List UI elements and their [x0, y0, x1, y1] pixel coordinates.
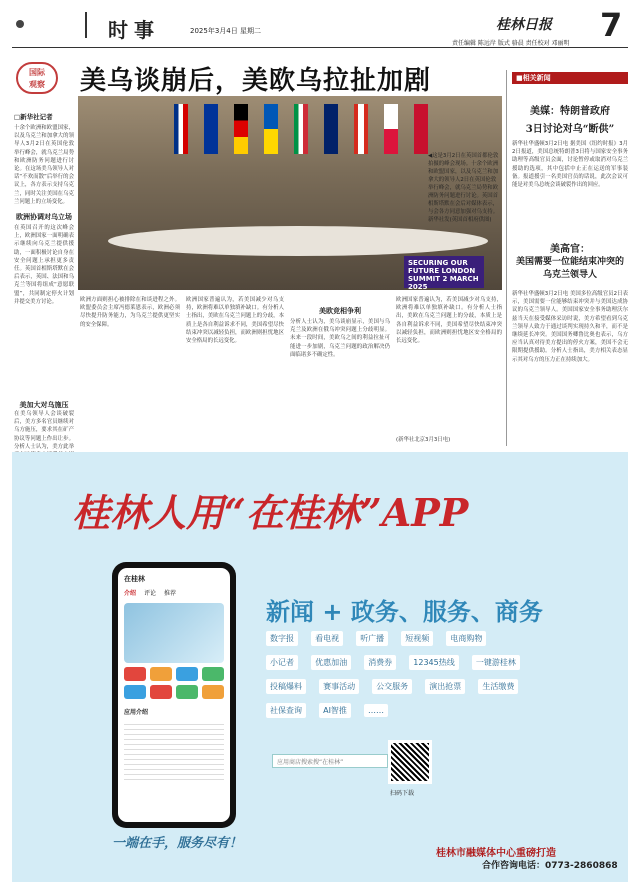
summit-banner: SECURING OUR FUTURE LONDON SUMMIT 2 MARCH 2025: [404, 256, 484, 288]
related-title: 美国需要一位能结束冲突的乌克兰领导人: [515, 257, 624, 280]
phone-intro-text: [124, 720, 224, 780]
conference-table: [108, 226, 488, 256]
page-number: 7: [600, 6, 623, 44]
feature-tag: 生活缴费: [478, 679, 518, 694]
related-title: 3日讨论对乌“断供”: [525, 124, 615, 135]
qr-label: 扫码下载: [390, 790, 415, 797]
feature-tags: [262, 626, 532, 722]
section-name: 时事: [108, 18, 160, 42]
feature-tag: 听广播: [356, 631, 388, 646]
feature-tag: 数字报: [266, 631, 298, 646]
newspaper-logo: 桂林日报: [496, 17, 552, 33]
article-credit: (新华社北京3月3日电): [396, 437, 451, 443]
feature-tag: 一键游桂林: [472, 655, 520, 670]
feature-tag: ……: [364, 704, 388, 717]
ad-slogan: 新闻 + 政务、服务、商务: [266, 598, 543, 626]
feature-tag: 公交服务: [372, 679, 412, 694]
ad-title: 桂林人用“在桂林”APP: [72, 490, 469, 535]
phone-intro-title: 应用介绍: [124, 709, 149, 716]
phone-tab[interactable]: 介绍: [124, 590, 137, 597]
feature-tag: 演出抢票: [425, 679, 465, 694]
app-advertisement: [12, 452, 628, 882]
feature-tag: 消费券: [364, 655, 396, 670]
issue-date: 2025年3月4日 星期二: [190, 27, 261, 35]
editors-line: 责任编辑 陈远岸 版式 骆晨 责任校对 邓丽明: [452, 40, 570, 47]
article-paragraph: 在英国召开的这次峰会上，欧洲国家一面明确表示继续向乌克兰提供援助，一面积极讨论自身在安全问题上承担更多责任。英国首相斯塔默在会后表示，英国、法国和乌克兰等国将组成“意愿联盟”，共同制定停火计划并提交美方讨论。: [14, 225, 74, 305]
article-subhead: 欧洲协调对乌立场: [16, 213, 72, 221]
phone-tabs: [118, 586, 230, 599]
page-header: [0, 0, 640, 46]
article-paragraph: 分析人士认为，美乌谈崩显示，美国与乌克兰及欧洲在俄乌冲突问题上分歧明显。未来一段时间，美欧乌之间的利益拉扯可能进一步加剧，乌克兰问题的政治解决仍面临诸多不确定性。: [290, 319, 390, 358]
feature-tag: 看电视: [311, 631, 343, 646]
column-divider: [506, 70, 507, 446]
article-subhead: 美欧竞相争利: [319, 307, 361, 315]
badge-line-1: 国际: [29, 68, 45, 77]
feature-tag: 社保查询: [266, 703, 306, 718]
header-divider: [85, 12, 87, 38]
phone-icon-grid: [124, 667, 224, 699]
related-kicker: 美媒：特朗普政府: [530, 106, 610, 117]
related-body: 新华社华盛顿3月2日电 美国多位高级官员2日表示，美国需要一位能够结束冲突并与美国达成协议的乌克兰领导人。美国国家安全事务助理沃尔兹当天在接受媒体采访时说，美方希望看到乌克兰领导人致力于通过谈判实现持久和平，而不是继续延长冲突。美国国务卿鲁比奥也表示，乌方应当认真对待美方提出的停火方案，美国不会无限期提供援助。分析人士指出，美方相关表态显示其对乌方的压力正在持续加大。: [512, 291, 628, 363]
phone-mockup: [112, 562, 236, 828]
app-store-search-box: 应用商店搜索搜“在桂林”: [272, 754, 388, 768]
feature-tag: 小记者: [266, 655, 298, 670]
article-paragraph: 在美乌领导人会谈破裂后，美方多名官员继续对乌方施压，要求其在矿产协议等问题上作出让步。分析人士认为，美方此举: [14, 411, 74, 450]
feature-tag: 优惠加油: [311, 655, 351, 670]
qr-code: [388, 740, 432, 784]
article-subhead: 美加大对乌施压: [19, 401, 69, 409]
feature-tag: 12345热线: [409, 655, 458, 670]
article-paragraph: 欧洲国家普遍认为，若美国减少对乌支持，欧洲将难以单独填补缺口。有分析人士指出，美欧在乌克兰问题上的分歧，本质上是各自利益诉求不同，美国希望尽快结束冲突以减轻负担，而欧洲则担忧地区安全格局的长远变化。: [186, 297, 284, 345]
header-rule: [12, 47, 628, 48]
badge-line-2: 观察: [29, 80, 45, 89]
phone-tab[interactable]: 评论: [144, 590, 157, 597]
article-paragraph: 欧洲方面则担心被排除在和谈进程之外。欧盟委员会主席冯德莱恩表示，欧洲必须尽快提升防务能力，为乌克兰提供更坚实的安全保障。: [80, 297, 180, 328]
phone-tab[interactable]: 推荐: [164, 590, 177, 597]
phone-app-header: 在桂林: [124, 575, 145, 583]
feature-tag: 短视频: [401, 631, 433, 646]
feature-tag: 电商购物: [446, 631, 486, 646]
ad-slogan-secondary: 一端在手，服务尽有！: [112, 836, 243, 851]
related-body: 新华社华盛顿3月2日电 据美国《纽约时报》3月2日报道，美国总统特朗普3日将与国家安全事务助理等高级官员会面，讨论暂停或取消对乌克兰援助的选项，其中包括中止正在运送的军事装备。报道援引一名美国官员的话说，此次会议可能是对美乌总统会谈破裂作出的回应。: [512, 141, 628, 189]
phone-banner-image: [124, 603, 224, 663]
photo-caption: ◀这是3月2日在英国首都伦敦拍摄的峰会现场。十余个欧洲和欧盟国家，以及乌克兰和加拿大的领导人2日在英国伦敦举行峰会，就乌克兰局势和欧洲防务问题进行讨论。英国首相斯塔默在会后对媒体表示，与会各方同意加强对乌支持。 新华社发(英国首相府供图): [428, 153, 499, 223]
feature-tag: 赛事活动: [319, 679, 359, 694]
byline: □新华社记者: [14, 113, 53, 121]
ad-organizer: 桂林市融媒体中心重磅打造: [436, 848, 556, 859]
related-kicker: 美高官：: [550, 244, 590, 255]
feature-tag: AI智推: [319, 703, 351, 718]
section-badge: [16, 62, 58, 94]
feature-tag: 投稿爆料: [266, 679, 306, 694]
article-paragraph: 十余个欧洲和欧盟国家，以及乌克兰和加拿大的领导人3月2日在英国伦敦举行峰会，就乌克兰局势和欧洲防务问题进行讨论。在这场美乌领导人对话“不欢而散”后举行的会议上，各方表示支持乌克兰，同时关注美国在乌克兰问题上的立场变化。: [14, 125, 74, 205]
related-news-tag: ■相关新闻: [512, 72, 628, 84]
article-paragraph: 欧洲国家普遍认为，若美国减少对乌支持，欧洲将难以单独填补缺口。有分析人士指出，美欧在乌克兰问题上的分歧，本质上是各自利益诉求不同，美国希望尽快结束冲突以减轻负担，而欧洲则担忧地区安全格局的长远变化。: [396, 297, 502, 345]
ad-phone-number: 合作咨询电话：0773-2860868: [482, 861, 618, 871]
phone-screen: [118, 568, 230, 822]
headline: 美乌谈崩后，美欧乌拉扯加剧: [80, 66, 432, 96]
header-dot-icon: [16, 20, 24, 28]
